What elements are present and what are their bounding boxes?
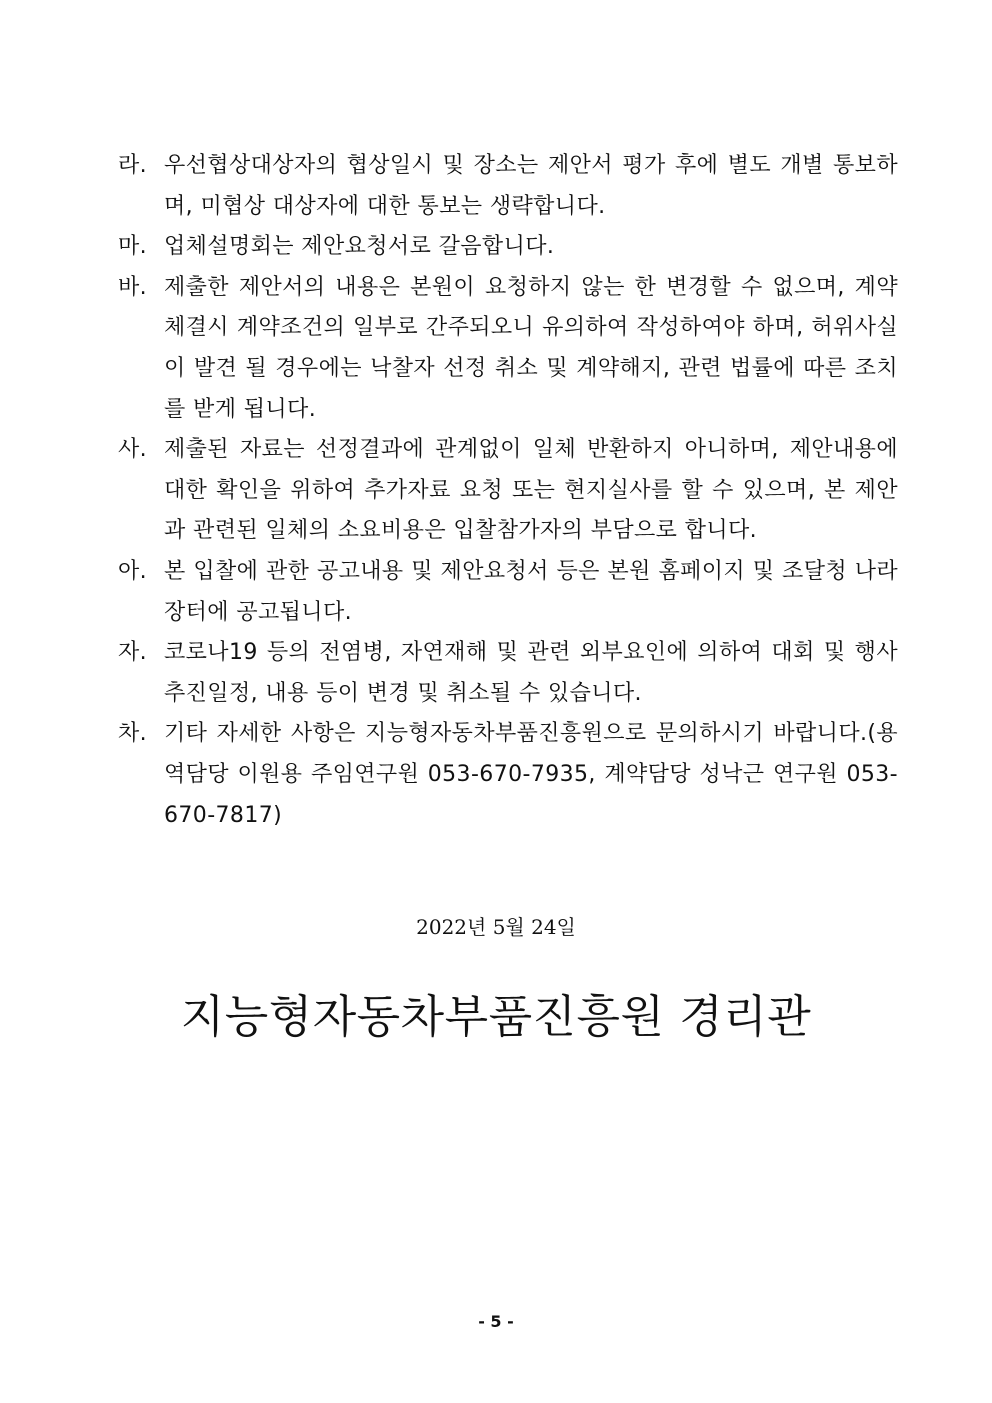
item-marker: 라. — [118, 153, 148, 178]
item-marker: 사. — [118, 437, 148, 463]
item-text: 제출된 자료는 선정결과에 관계없이 일체 반환하지 아니하며, 제안내용에 대한 확인을 위하여 추가자료 요청 또는 현지실사를 할 수 있으며, 본 제안과 관련된 일체의 소요비용은 입찰참가자의 부담으로 합니다. — [164, 437, 898, 544]
item-text: 업체설명회는 제안요청서로 갈음합니다. — [164, 234, 555, 260]
notice-item — [118, 430, 898, 552]
item-text: 코로나19 등의 전염병, 자연재해 및 관련 외부요인에 의하여 대회 및 행사 추진일정, 내용 등이 변경 및 취소될 수 있습니다. — [164, 640, 898, 706]
item-marker: 차. — [118, 721, 148, 747]
item-marker: 마. — [118, 234, 148, 260]
announcement-date: 2022년 5월 24일 — [416, 915, 576, 939]
item-text: 기타 자세한 사항은 지능형자동차부품진흥원으로 문의하시기 바랍니다.(용역담당 이원용 주임연구원 053-670-7935, 계약담당 성낙근 연구원 053-670-7817) — [164, 721, 898, 828]
item-text: 제출한 제안서의 내용은 본원이 요청하지 않는 한 변경할 수 없으며, 계약 체결시 계약조건의 일부로 간주되오니 유의하여 작성하여야 하며, 허위사실이 발견 될 경우에는 낙찰자 선정 취소 및 계약해지, 관련 법률에 따른 조치를 받게 됩니다. — [164, 274, 898, 422]
notice-item — [118, 633, 898, 714]
issuing-organization: 지능형자동차부품진흥원 경리관 — [180, 990, 812, 1043]
item-marker: 바. — [118, 274, 148, 300]
item-marker: 자. — [118, 640, 148, 666]
page-number: - 5 - — [478, 1312, 514, 1331]
notice-item — [118, 227, 898, 268]
notice-item-list — [118, 146, 898, 836]
item-text: 본 입찰에 관한 공고내용 및 제안요청서 등은 본원 홈페이지 및 조달청 나라장터에 공고됩니다. — [164, 558, 898, 625]
notice-item — [118, 268, 898, 430]
item-marker: 아. — [118, 558, 148, 584]
notice-item — [118, 552, 898, 633]
notice-item — [118, 146, 898, 227]
notice-item — [118, 714, 898, 836]
item-text: 우선협상대상자의 협상일시 및 장소는 제안서 평가 후에 별도 개별 통보하며, 미협상 대상자에 대한 통보는 생략합니다. — [164, 153, 898, 219]
